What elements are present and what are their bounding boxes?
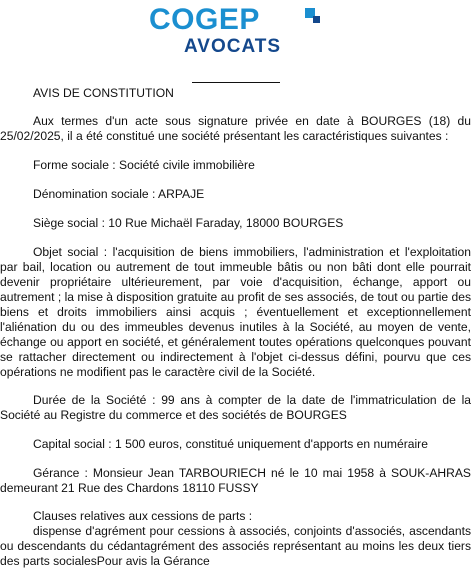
gerance: Gérance : Monsieur Jean TARBOURIECH né le 10 mai 1958 à SOUK-AHRAS demeurant 21 Rue des Chardons 18110 FUSSY bbox=[0, 465, 471, 495]
notice-body bbox=[0, 86, 473, 569]
logo-subtitle: AVOCATS bbox=[184, 36, 282, 57]
logo-wordmark: COGEP bbox=[149, 3, 260, 36]
denomination-sociale: Dénomination sociale : ARPAJE bbox=[33, 186, 205, 201]
objet-social: Objet social : l'acquisition de biens immobiliers, l'administration et l'exploitation par bail, location ou autrement de tout immeuble bâtis ou non bâti dont elle pourrait devenir propriétaire ultérieurement, par voie d'acquisition, échange, apport ou autrement ; la mise à disposition gratuite au profit de ses associés, de tout ou partie des biens et droits immobiliers ainsi acquis ; éventuellement et exceptionnellement l'aliénation du ou des immeubles devenus inutiles à la Société, au moyen de vente, échange ou apport en société, et généralement toutes opérations quelconques pouvant se rattacher directement ou indirectement à l'objet ci-dessus défini, pourvu que ces opérations ne modifient pas le caractère civil de la Société. bbox=[0, 244, 471, 379]
capital-social: Capital social : 1 500 euros, constitué uniquement d'apports en numéraire bbox=[33, 436, 428, 451]
cogep-avocats-logo bbox=[0, 4, 473, 58]
notice-title: AVIS DE CONSTITUTION bbox=[33, 86, 174, 100]
forme-sociale: Forme sociale : Société civile immobilière bbox=[33, 157, 255, 172]
duree-societe: Durée de la Société : 99 ans à compter de la date de l'immatriculation de la Société au Registre du commerce et des sociétés de BOURGES bbox=[0, 393, 471, 422]
separator-line bbox=[192, 82, 280, 83]
logo-square-dark bbox=[313, 16, 320, 23]
intro-paragraph: Aux termes d'un acte sous signature privée en date à BOURGES (18) du 25/02/2025, il a été constitué une société présentant les caractéristiques suivantes : bbox=[0, 114, 471, 143]
clauses-body: dispense d'agrément pour cessions à associés, conjoints d'associés, ascendants ou descendants du cédantagrément des associés représentant au moins les deux tiers des parts socialesPour avis la Gérance bbox=[0, 524, 471, 568]
clauses-title: Clauses relatives aux cessions de parts : bbox=[33, 509, 253, 523]
siege-social: Siège social : 10 Rue Michaël Faraday, 18000 BOURGES bbox=[33, 215, 344, 230]
